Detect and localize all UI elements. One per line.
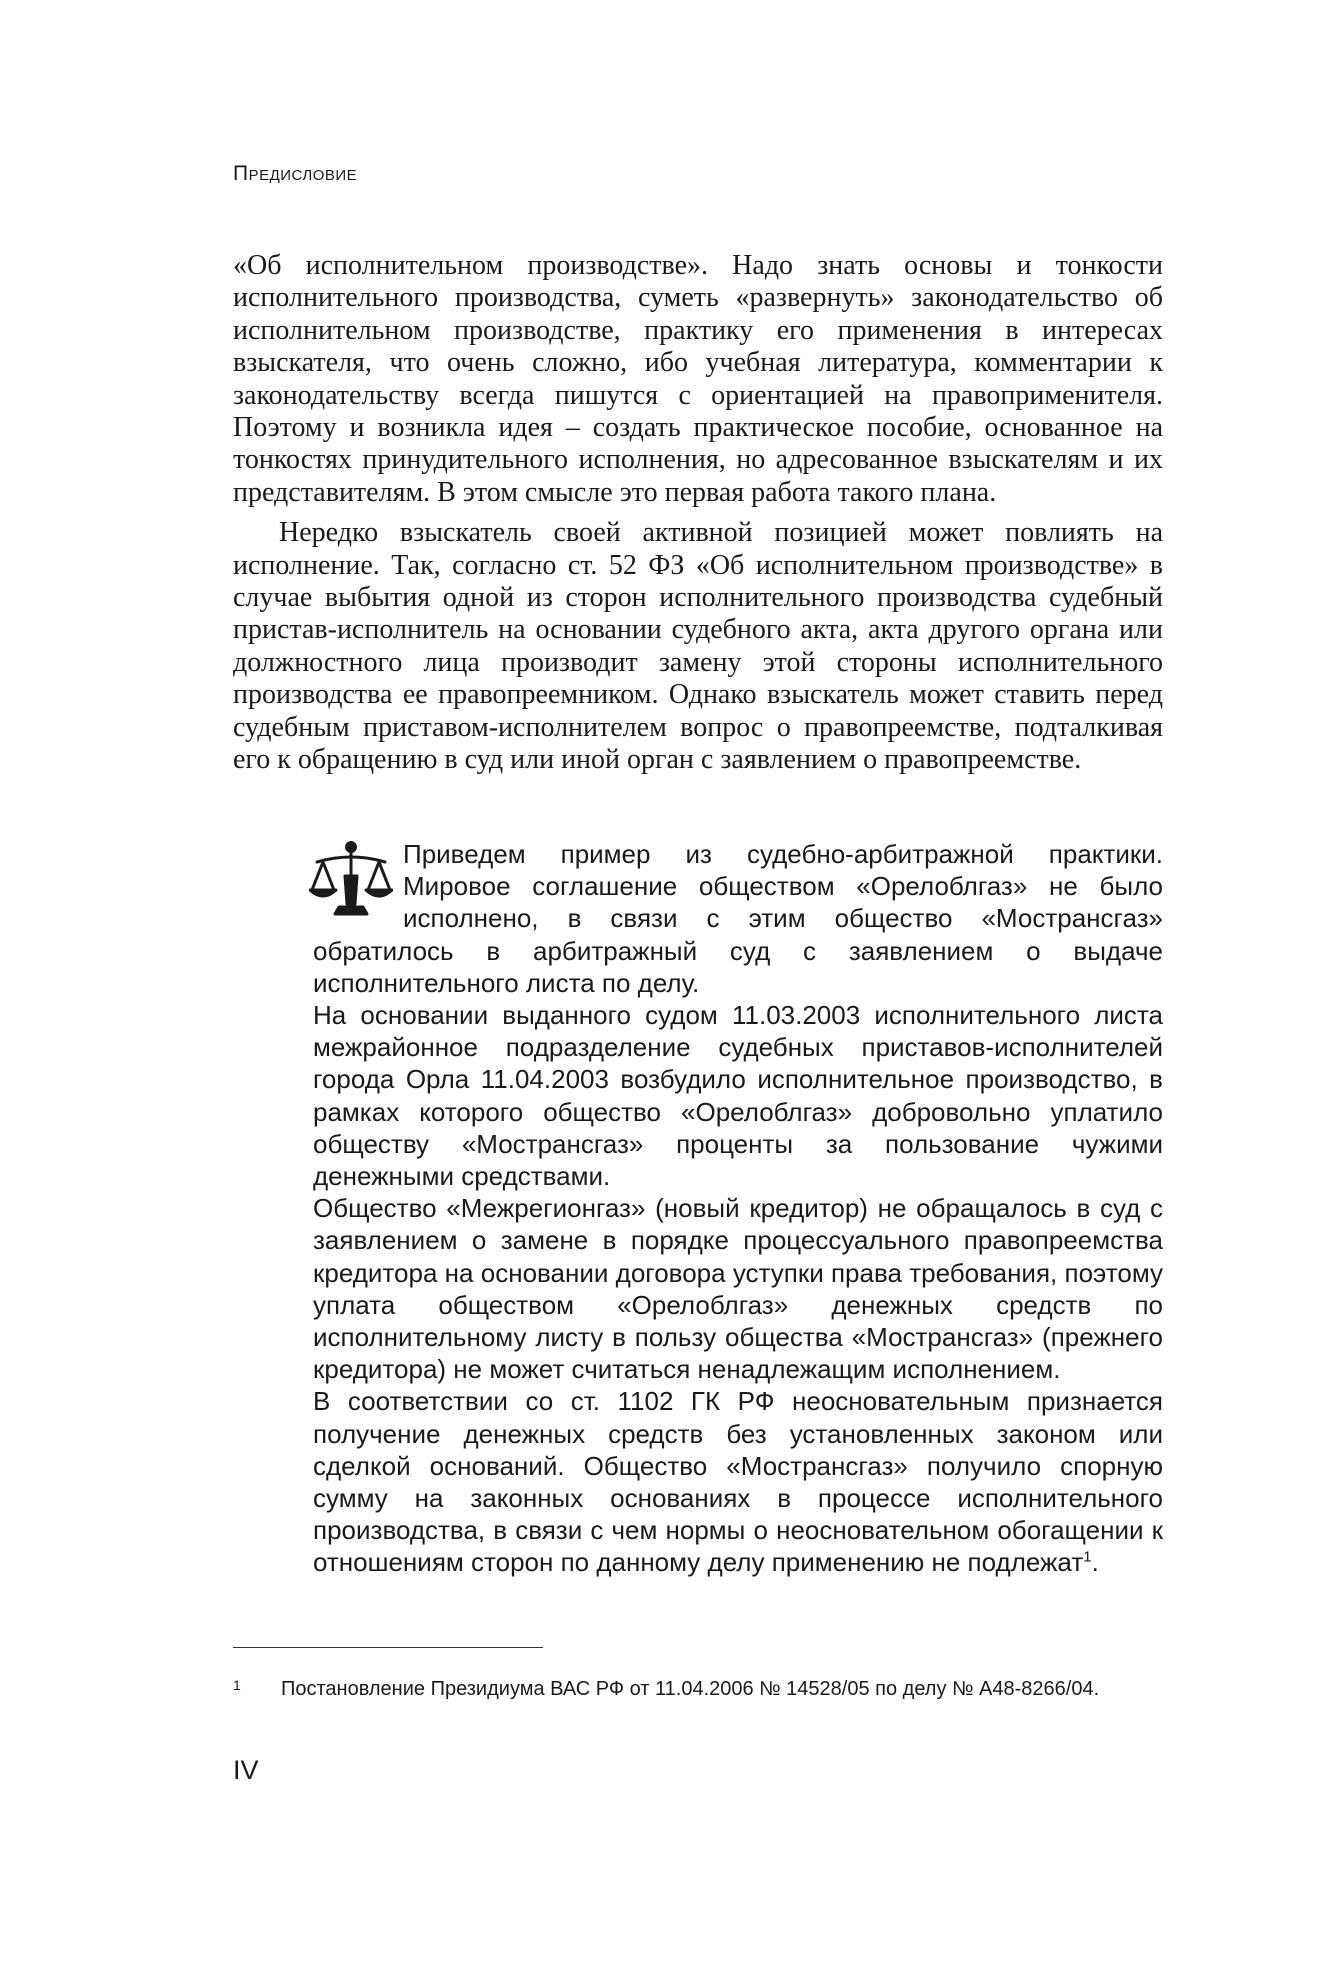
footnote-text: Постановление Президиума ВАС РФ от 11.04.2006 № 14528/05 по делу № А48-8266/04.: [281, 1678, 1100, 1700]
paragraph-1: «Об исполнительном производстве». Надо знать основы и тонкости исполнительного производства, суметь «развернуть» законодательство об исполнительном производстве, практику его применения в интересах взыскателя, что очень сложно, ибо учебная литература, комментарии к законодательству всегда пишутся с ориентацией на правоприменителя. Поэтому и возникла идея – создать практическое пособие, основанное на тонкостях принудительного исполнения, но адресованное взыскателям и их представителям. В этом смысле это первая работа такого плана.: [233, 250, 1163, 508]
example-paragraph-4-text: В соответствии со ст. 1102 ГК РФ неосновательным признается получение денежных средств без установленных законом или сделкой оснований. Общество «Мострансгаз» получило спорную сумму на законных основаниях в процессе исполнительного производства, в связи с чем нормы о неосновательном обогащении к отношениям сторон по данному делу применению не подлежат: [313, 1386, 1163, 1578]
scales-icon: [309, 840, 393, 922]
paragraph-2: Нередко взыскатель своей активной позицией может повлиять на исполнение. Так, согласно ст. 52 ФЗ «Об исполнительном производстве» в случае выбытия одной из сторон исполнительного производства судебный пристав-исполнитель на основании судебного акта, акта другого органа или должностного лица производит замену этой стороны исполнительного производства ее правопреемником. Однако взыскатель может ставить перед судебным приставом-исполнителем вопрос о правопреемстве, подталкивая его к обращению в суд или иной орган с заявлением о правопреемстве.: [233, 517, 1163, 776]
example-paragraph-1: Приведем пример из судебно-арбитражной практики. Мировое соглашение обществом «Орелоблгаз» не было исполнено, в связи с этим общество «Мострансгаз» обратилось в арбитражный суд с заявлением о выдаче исполнительного листа по делу.: [313, 839, 1163, 998]
footnote-number: 1: [233, 1677, 241, 1693]
example-paragraph-3: Общество «Межрегионгаз» (новый кредитор) не обращалось в суд с заявлением о замене в порядке процессуального правопреемства кредитора на основании договора уступки права требования, поэтому уплата обществом «Орелоблгаз» денежных средств по исполнительному листу в пользу общества «Мострансгаз» (прежнего кредитора) не может считаться ненадлежащим исполнением.: [313, 1193, 1163, 1385]
example-paragraph-2: На основании выданного судом 11.03.2003 исполнительного листа межрайонное подразделение судебных приставов-исполнителей города Орла 11.04.2003 возбудило исполнительное производство, в рамках которого общество «Орелоблгаз» добровольно уплатило обществу «Мострансгаз» проценты за пользование чужими денежными средствами.: [313, 1000, 1163, 1192]
running-head: Предисловие: [233, 162, 358, 185]
main-text: [233, 250, 1163, 777]
footnote-divider: [233, 1647, 543, 1648]
example-paragraph-4: [313, 1385, 1163, 1578]
closing-punctuation: .: [1091, 1547, 1099, 1578]
footnote-reference: 1: [1083, 1548, 1092, 1566]
page-number: IV: [233, 1755, 259, 1785]
court-practice-example: [313, 838, 1163, 1579]
